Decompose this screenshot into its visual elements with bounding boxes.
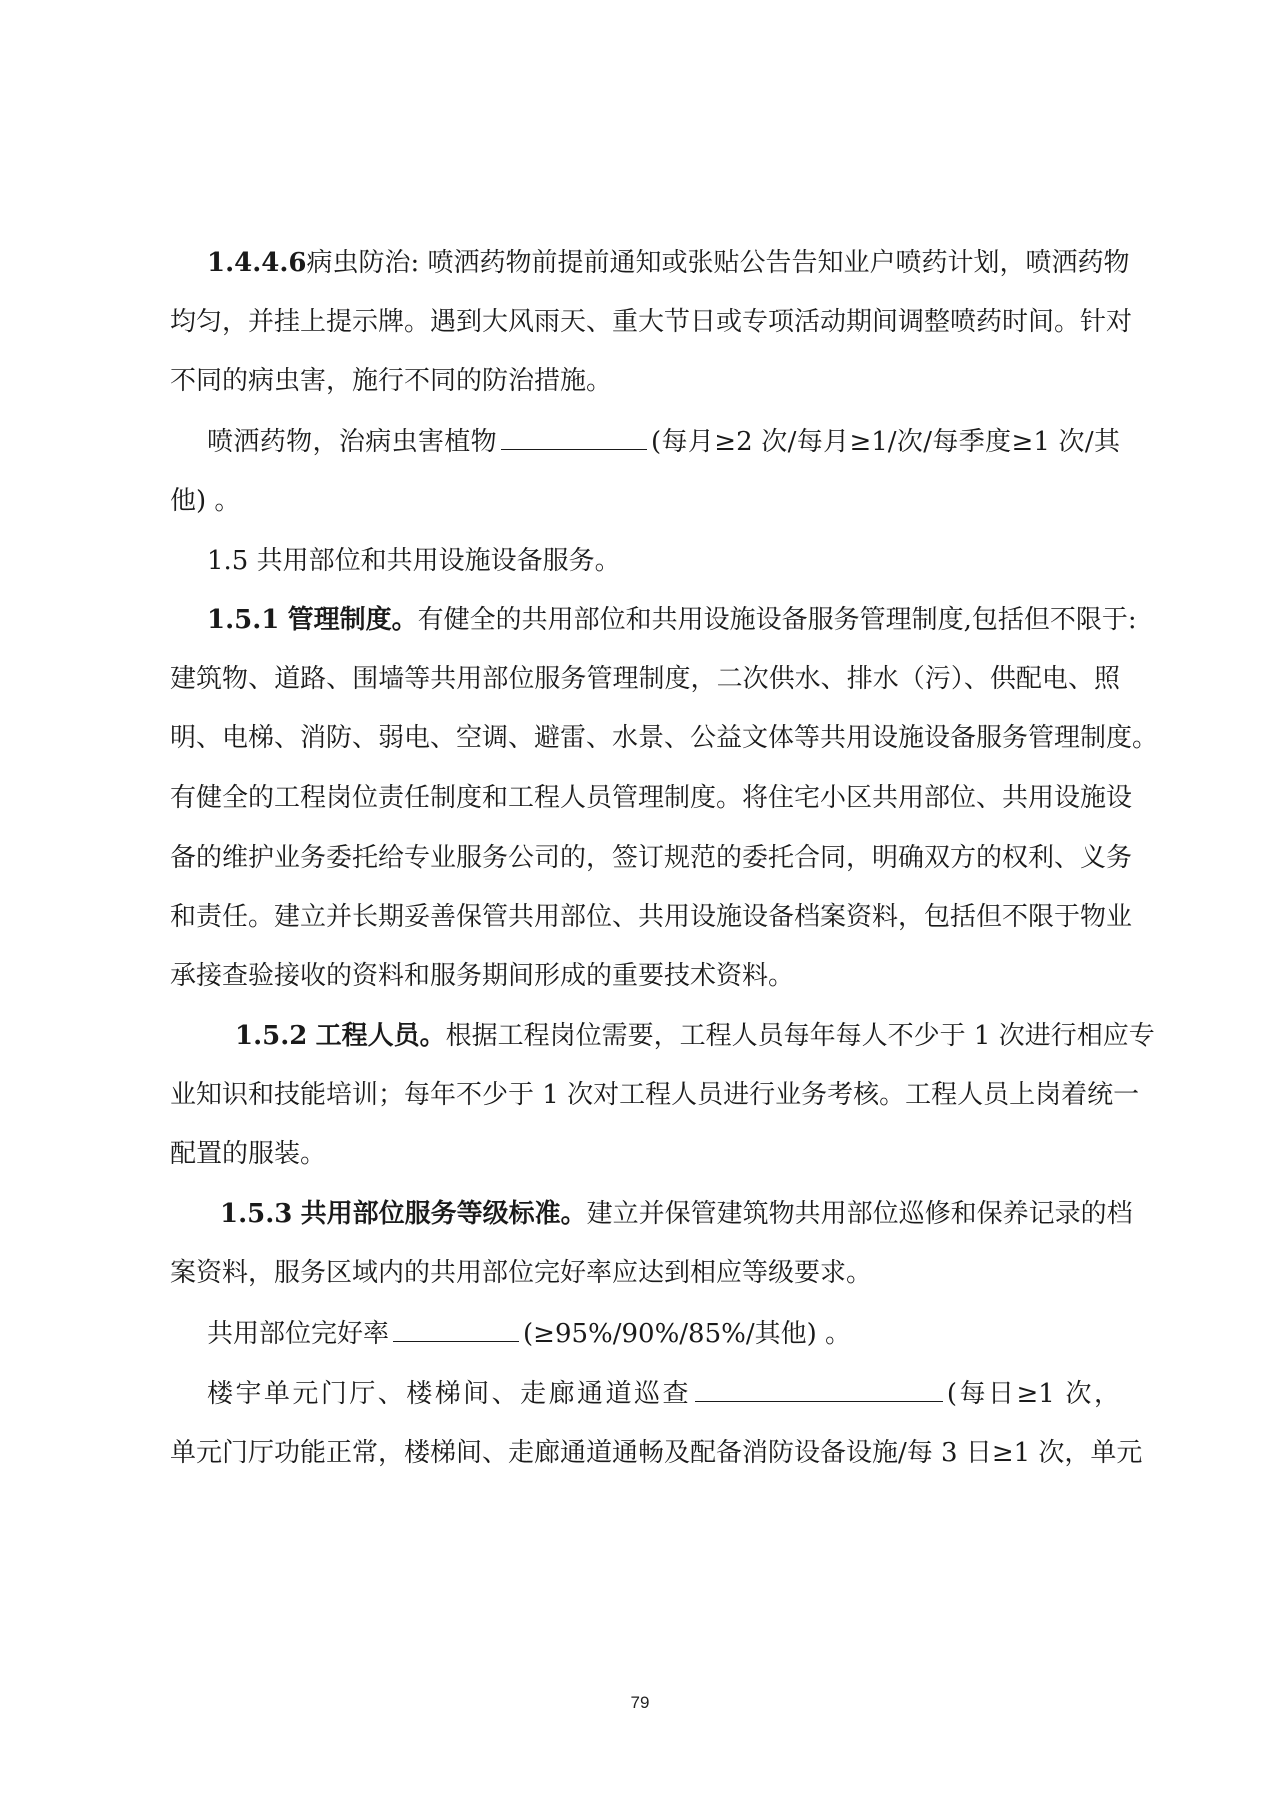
paragraph-text: 和责任。建立并长期妥善保管共用部位、共用设施设备档案资料，包括但不限于物业 [170, 902, 1133, 932]
paragraph-text: 根据工程岗位需要，工程人员每年每人不少于 1 次进行相应专 [445, 1021, 1155, 1051]
fill-in-options: (每日≥1 次， [946, 1379, 1120, 1409]
fill-in-lead: 楼宇单元门厅、楼梯间、走廊通道巡查 [207, 1379, 691, 1409]
section-number: 1.5 [207, 546, 249, 576]
fill-in-options: (每月≥2 次/每月≥1/次/每季度≥1 次/其 [651, 427, 1120, 457]
page-number: 79 [630, 1693, 650, 1712]
paragraph-151-line-5 [170, 838, 1133, 878]
paragraph-151-line-6 [170, 897, 1133, 937]
paragraph-text: 有健全的共用部位和共用设施设备服务管理制度,包括但不限于: [417, 605, 1137, 635]
paragraph-text: 备的维护业务委托给专业服务公司的，签订规范的委托合同，明确双方的权利、义务 [170, 843, 1133, 873]
section-number: 1.5.2 [235, 1021, 308, 1051]
paragraph-151-line-1 [207, 600, 1137, 640]
paragraph-151-line-4 [170, 778, 1133, 818]
paragraph-151-line-7 [170, 956, 1120, 996]
spray-fill-line [207, 421, 1120, 462]
fill-in-blank[interactable] [501, 421, 647, 450]
patrol-fill-line-2 [170, 1433, 1143, 1473]
paragraph-text: 有健全的工程岗位责任制度和工程人员管理制度。将住宅小区共用部位、共用设施设 [170, 783, 1133, 813]
paragraph-152-line-2 [170, 1075, 1140, 1115]
paragraph-text: 均匀，并挂上提示牌。遇到大风雨天、重大节日或专项活动期间调整喷药时间。针对 [170, 307, 1133, 337]
paragraph-1446-line-2 [170, 302, 1133, 342]
paragraph-152-line-3 [170, 1134, 1120, 1174]
paragraph-1446-line-3 [170, 361, 1120, 401]
section-heading: 共用部位服务等级标准。 [300, 1199, 587, 1229]
paragraph-151-line-2 [170, 659, 1120, 699]
paragraph-text: 明、电梯、消防、弱电、空调、避雷、水景、公益文体等共用设施设备服务管理制度。 [170, 723, 1159, 753]
paragraph-text: 他) 。 [170, 486, 241, 516]
paragraph-152-line-1 [235, 1016, 1155, 1056]
paragraph-153-line-2 [170, 1253, 1120, 1293]
intact-rate-fill-line [207, 1313, 1157, 1354]
paragraph-text: 单元门厅功能正常，楼梯间、走廊通道通畅及配备消防设备设施/每 3 日≥1 次，单元 [170, 1438, 1143, 1468]
section-1-5-heading [207, 541, 1157, 581]
paragraph-153-line-1 [220, 1194, 1133, 1234]
fill-in-blank[interactable] [695, 1373, 943, 1402]
fill-in-options: (≥95%/90%/85%/其他) 。 [523, 1319, 851, 1349]
section-number: 1.5.1 [207, 605, 280, 635]
section-number: 1.4.4.6 [207, 248, 307, 278]
section-heading: 管理制度。 [287, 605, 418, 635]
paragraph-text: 案资料，服务区域内的共用部位完好率应达到相应等级要求。 [170, 1258, 873, 1288]
paragraph-text: 不同的病虫害，施行不同的防治措施。 [170, 366, 613, 396]
paragraph-text: 建筑物、道路、围墙等共用部位服务管理制度，二次供水、排水（污）、供配电、照 [170, 664, 1120, 694]
section-number: 1.5.3 [220, 1199, 293, 1229]
paragraph-text: 建立并保管建筑物共用部位巡修和保养记录的档 [586, 1199, 1133, 1229]
paragraph-text: 承接查验接收的资料和服务期间形成的重要技术资料。 [170, 961, 795, 991]
fill-in-blank[interactable] [393, 1313, 519, 1342]
paragraph-151-line-3 [170, 718, 1159, 758]
fill-in-lead: 喷洒药物，治病虫害植物 [207, 427, 498, 457]
spray-fill-line-2 [170, 481, 1120, 521]
paragraph-text: 业知识和技能培训；每年不少于 1 次对工程人员进行业务考核。工程人员上岗着统一 [170, 1080, 1140, 1110]
paragraph-1446-line-1 [207, 243, 1130, 283]
section-title: 共用部位和共用设施设备服务。 [256, 546, 621, 576]
section-heading: 工程人员。 [315, 1021, 446, 1051]
patrol-fill-line [207, 1373, 1120, 1414]
paragraph-text: 病虫防治: 喷洒药物前提前通知或张贴公告告知业户喷药计划，喷洒药物 [306, 248, 1130, 278]
fill-in-lead: 共用部位完好率 [207, 1319, 390, 1349]
paragraph-text: 配置的服装。 [170, 1139, 327, 1169]
